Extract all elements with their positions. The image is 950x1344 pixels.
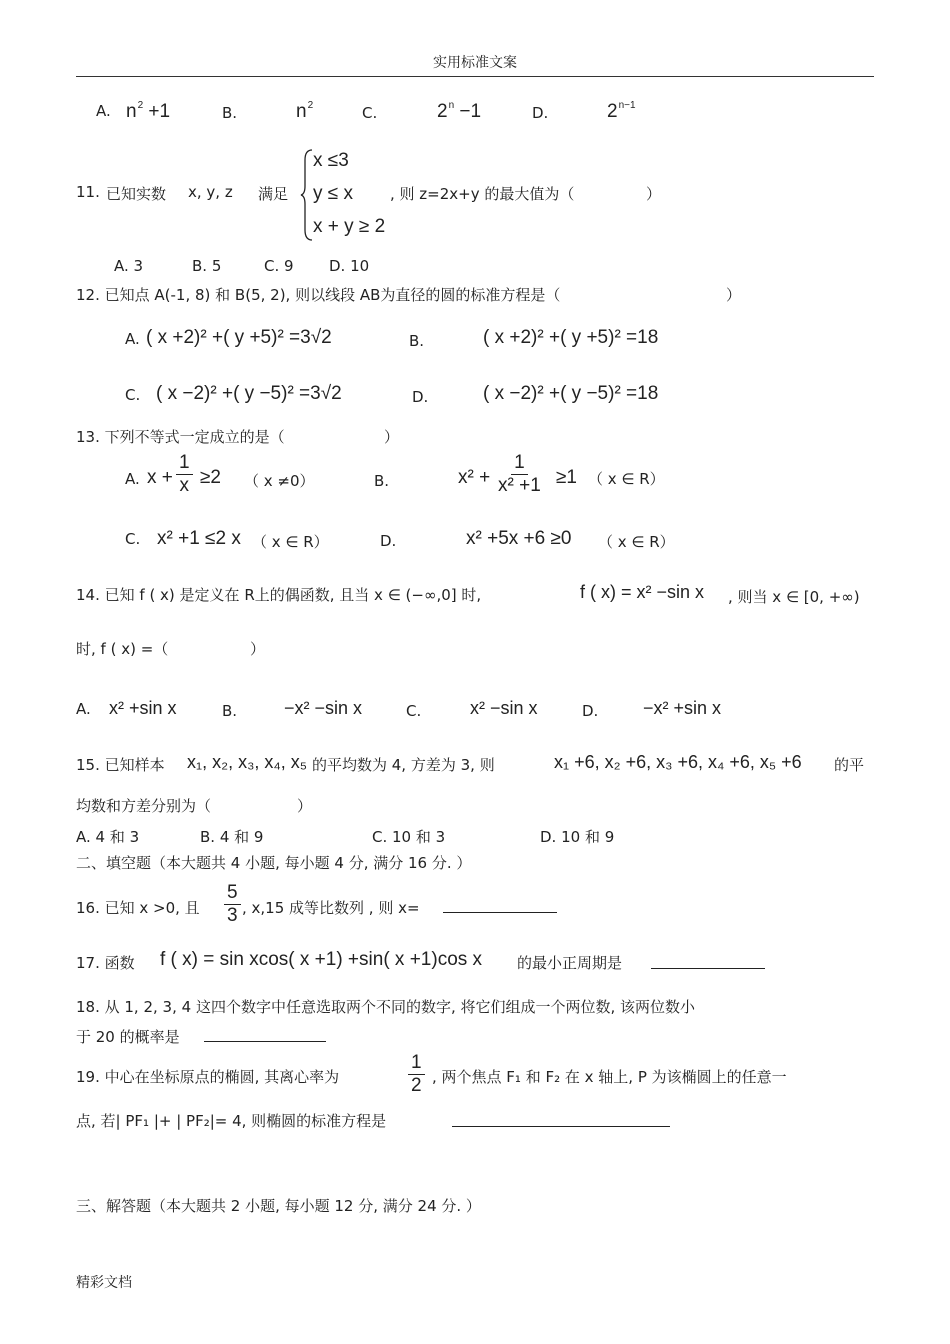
- q14-stem-b: , 则当 x ∈ [0, +∞): [728, 588, 860, 606]
- q14-option-a-label: A.: [76, 700, 91, 718]
- q17-expression: f ( x) = sin xcos( x +1) +sin( x +1)cos x: [160, 949, 483, 970]
- q10-option-b: $n^2$: [296, 100, 314, 122]
- q13-option-d-expr: x² +5x +6 ≥0: [466, 528, 572, 549]
- left-brace-icon: [300, 148, 314, 242]
- q12-option-b-label: B.: [409, 332, 425, 350]
- q11-option-a: A. 3: [114, 257, 144, 275]
- q15-option-b: B. 4 和 9: [200, 828, 264, 846]
- q10-option-c-label: C.: [362, 104, 378, 122]
- q13-option-b-pre: x² +: [458, 467, 491, 488]
- q12-option-c: ( x −2)² +( y −5)² =3√2: [156, 383, 342, 404]
- q14-option-d: −x² +sin x: [643, 698, 722, 718]
- q13-stem: 13. 下列不等式一定成立的是（: [76, 428, 285, 446]
- header-rule: [76, 76, 874, 77]
- q11-option-c: C. 9: [264, 257, 294, 275]
- q14-line2: 时, f ( x) =（: [76, 640, 169, 658]
- q12-close-paren: ）: [726, 286, 742, 304]
- q14-option-d-label: D.: [582, 702, 599, 720]
- q13-option-c-expr: x² +1 ≤2 x: [157, 528, 241, 549]
- q10-option-a-label: A.: [96, 102, 111, 120]
- q14-expression: f ( x) = x² −sin x: [580, 582, 705, 602]
- q13-option-b-condition: （ x ∈ R）: [588, 470, 665, 488]
- q11-option-d: D. 10: [329, 257, 370, 275]
- q12-option-d: ( x −2)² +( y −5)² =18: [483, 383, 659, 404]
- q18-answer-blank: [204, 1027, 326, 1042]
- q14-close-paren: ）: [250, 640, 266, 658]
- q11-constraint-1: x ≤3: [313, 150, 349, 171]
- q13-option-c-label: C.: [125, 530, 141, 548]
- q15-option-c: C. 10 和 3: [372, 828, 446, 846]
- q14-option-b: −x² −sin x: [284, 698, 363, 718]
- q15-mid: 的平均数为 4, 方差为 3, 则: [312, 756, 495, 774]
- q12-option-b: ( x +2)² +( y +5)² =18: [483, 327, 659, 348]
- q14-option-b-label: B.: [222, 702, 238, 720]
- section-2-title: 二、填空题（本大题共 4 小题, 每小题 4 分, 满分 16 分. ）: [76, 854, 472, 872]
- q19-line2: 点, 若| PF₁ |+ | PF₂|= 4, 则椭圆的标准方程是: [76, 1112, 387, 1130]
- q10-option-d: $2^{n-1}$: [607, 100, 636, 122]
- q11-vars: x, y, z: [188, 183, 233, 201]
- q13-option-b-post: ≥1: [556, 467, 577, 488]
- q13-option-a-condition: （ x ≠0）: [244, 472, 315, 490]
- q12-option-a-label: A.: [125, 330, 140, 348]
- q15-stem: 15. 已知样本: [76, 756, 165, 774]
- q11-constraint-3: x + y ≥ 2: [313, 216, 386, 237]
- q13-option-a-label: A.: [125, 470, 140, 488]
- q10-option-a: $n^2 +1$: [126, 100, 171, 122]
- q13-option-a-pre: x +: [147, 467, 173, 488]
- q15-close-paren: ）: [297, 797, 313, 815]
- q10-option-c: 2$^n$ −1: [437, 100, 482, 122]
- q10-option-b-label: B.: [222, 104, 238, 122]
- q15-option-d: D. 10 和 9: [540, 828, 615, 846]
- q16-pre: 16. 已知 x >0, 且: [76, 899, 200, 917]
- q19-fraction: $\frac{1}{2}$: [408, 1052, 425, 1097]
- q15-tail: 的平: [834, 756, 865, 774]
- section-3-title: 三、解答题（本大题共 2 小题, 每小题 12 分, 满分 24 分. ）: [76, 1197, 481, 1215]
- q13-option-a-fraction: $\frac{1}{x}$: [176, 452, 193, 497]
- q12-stem: 12. 已知点 A(-1, 8) 和 B(5, 2), 则以线段 AB为直径的圆的标准方程是（: [76, 286, 561, 304]
- q19-answer-blank: [452, 1112, 670, 1127]
- q19-pre: 19. 中心在坐标原点的椭圆, 其离心率为: [76, 1068, 340, 1086]
- q13-option-d-label: D.: [380, 532, 397, 550]
- q14-option-c: x² −sin x: [470, 698, 538, 718]
- q14-option-c-label: C.: [406, 702, 422, 720]
- q15-sample: x₁, x₂, x₃, x₄, x₅: [187, 752, 307, 772]
- q17-post: 的最小正周期是: [517, 954, 623, 972]
- q11-close-paren: ）: [646, 185, 662, 203]
- q13-option-c-condition: （ x ∈ R）: [252, 533, 329, 551]
- q13-close-paren: ）: [384, 428, 400, 446]
- q13-option-d-condition: （ x ∈ R）: [598, 533, 675, 551]
- q13-option-a-post: ≥2: [200, 467, 221, 488]
- q18-line1: 18. 从 1, 2, 3, 4 这四个数字中任意选取两个不同的数字, 将它们组成一个两位数, 该两位数小: [76, 998, 696, 1016]
- q19-post: , 两个焦点 F₁ 和 F₂ 在 x 轴上, P 为该椭圆上的任意一: [432, 1068, 787, 1086]
- q14-stem-a: 14. 已知 f ( x) 是定义在 R上的偶函数, 且当 x ∈ (−∞,0] 时,: [76, 586, 482, 604]
- q11-stem-c: , 则 z=2x+y 的最大值为（: [390, 185, 575, 203]
- q11-stem-b: 满足: [258, 185, 289, 203]
- q10-option-d-label: D.: [532, 104, 549, 122]
- q15-shifted-sample: x₁ +6, x₂ +6, x₃ +6, x₄ +6, x₅ +6: [554, 752, 802, 772]
- q12-option-d-label: D.: [412, 388, 429, 406]
- q12-option-a: ( x +2)² +( y +5)² =3√2: [146, 327, 332, 348]
- q11-stem-a: 已知实数: [106, 185, 167, 203]
- q17-answer-blank: [651, 954, 765, 969]
- q12-option-c-label: C.: [125, 386, 141, 404]
- q15-line2: 均数和方差分别为（: [76, 797, 212, 815]
- page-footer-text: 精彩文档: [76, 1275, 132, 1291]
- q11-constraint-2: y ≤ x: [313, 183, 353, 204]
- q11-option-b: B. 5: [192, 257, 222, 275]
- q13-option-b-label: B.: [374, 472, 390, 490]
- q11-number: 11.: [76, 183, 100, 201]
- q17-pre: 17. 函数: [76, 954, 135, 972]
- q18-line2: 于 20 的概率是: [76, 1028, 180, 1046]
- page-header-title: 实用标准文案: [433, 55, 517, 71]
- q16-answer-blank: [443, 898, 557, 913]
- q14-option-a: x² +sin x: [109, 698, 177, 718]
- q16-fraction: $\frac{5}{3}$: [224, 882, 241, 927]
- q15-option-a: A. 4 和 3: [76, 828, 140, 846]
- q13-option-b-fraction: $\frac{1}{\text{x² +1}}$: [498, 452, 541, 496]
- q16-post: , x,15 成等比数列 , 则 x=: [242, 899, 420, 917]
